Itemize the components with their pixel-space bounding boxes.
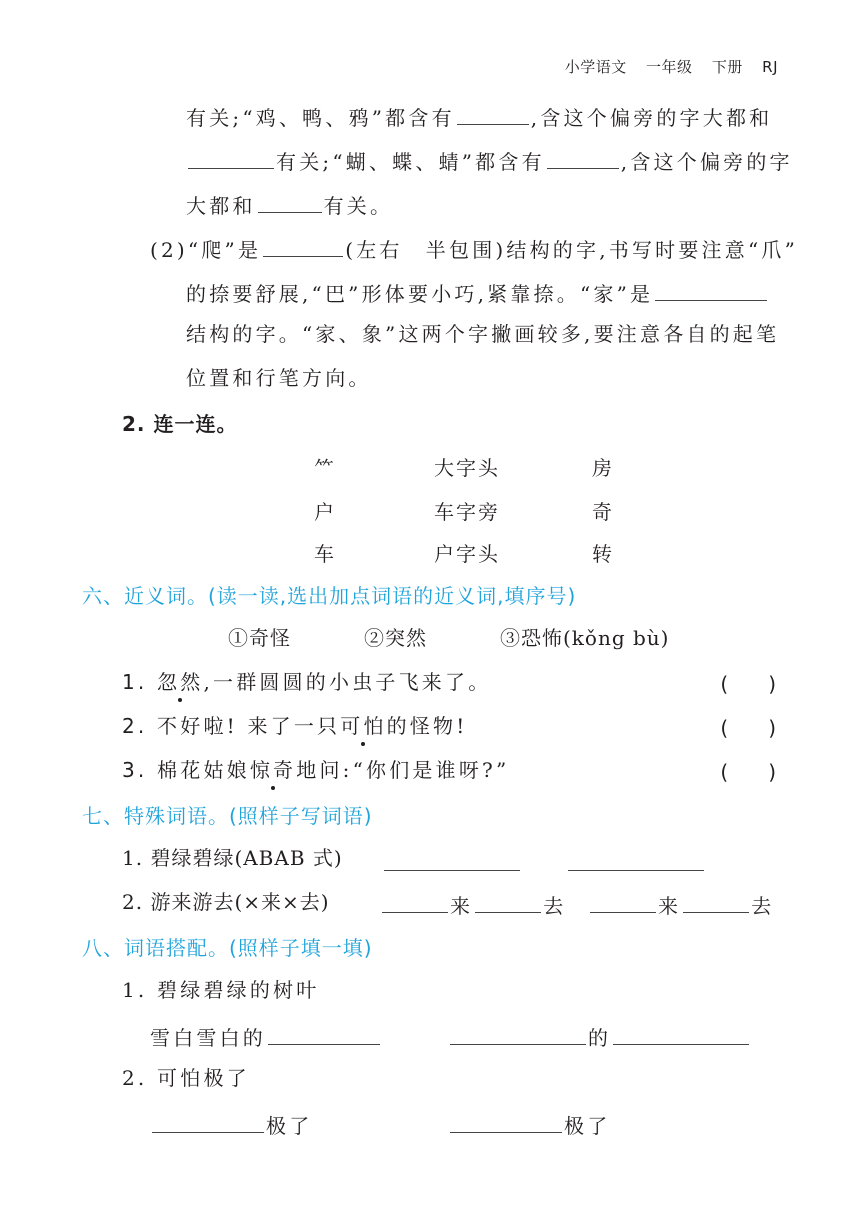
fill-blank[interactable] bbox=[382, 888, 448, 913]
match-middle-2[interactable]: 车字旁 bbox=[434, 500, 500, 524]
section-8-title: 八、词语搭配。(照样子填一填) bbox=[82, 936, 373, 960]
sec7-item-1: 1. 碧绿碧绿(ABAB 式) bbox=[122, 846, 343, 870]
sec6-item-3: 3. 棉花姑娘惊奇地问:“你们是谁呀?” bbox=[122, 758, 510, 782]
fill-blank[interactable] bbox=[263, 232, 343, 257]
fill-blank[interactable] bbox=[655, 276, 767, 301]
fill-blank[interactable] bbox=[258, 188, 322, 213]
option-3: ③恐怖(kǒng bù) bbox=[500, 626, 670, 650]
match-right-3[interactable]: 转 bbox=[592, 542, 614, 566]
sec7-answer-1: 来 去 bbox=[380, 888, 566, 920]
match-left-3[interactable]: 车 bbox=[314, 542, 336, 566]
fill-blank[interactable] bbox=[590, 888, 656, 913]
q1-part2-line-3: 结构的字。“家、象”这两个字撇画较多,要注意各自的起笔 bbox=[186, 322, 780, 346]
match-middle-3[interactable]: 户字头 bbox=[434, 542, 500, 566]
sec8-item-1: 1. 碧绿碧绿的树叶 bbox=[122, 978, 320, 1002]
page-header bbox=[551, 56, 778, 77]
sec8-example-1: 雪白雪白的 bbox=[150, 1020, 382, 1052]
fill-blank[interactable] bbox=[450, 1108, 562, 1133]
q1-part2-line-4: 位置和行笔方向。 bbox=[186, 366, 372, 390]
q2-title: 2. 连一连。 bbox=[122, 412, 238, 436]
sec8-answer-3: 极了 bbox=[448, 1108, 610, 1140]
sec7-item-2: 2. 游来游去(×来×去) bbox=[122, 890, 330, 914]
option-1: ①奇怪 bbox=[228, 626, 291, 650]
dotted-word: 惊奇 bbox=[249, 758, 297, 782]
option-2: ②突然 bbox=[364, 626, 427, 650]
sec8-answer-1: 的 bbox=[448, 1020, 751, 1052]
answer-paren-3[interactable]: ( ) bbox=[720, 760, 776, 784]
sec8-item-2: 2. 可怕极了 bbox=[122, 1066, 250, 1090]
sec7-answer-2: 来 去 bbox=[588, 888, 774, 920]
fill-blank[interactable] bbox=[683, 888, 749, 913]
section-6-title: 六、近义词。(读一读,选出加点词语的近义词,填序号) bbox=[82, 584, 577, 608]
fill-blank[interactable] bbox=[268, 1020, 380, 1045]
section-7-title: 七、特殊词语。(照样子写词语) bbox=[82, 804, 373, 828]
sec6-item-2: 2. 不好啦! 来了一只可怕的怪物! bbox=[122, 714, 468, 738]
fill-blank[interactable] bbox=[613, 1020, 749, 1045]
dotted-word: 忽然 bbox=[157, 670, 204, 694]
header-volume: 下册 bbox=[711, 58, 743, 76]
fill-blank[interactable] bbox=[475, 888, 541, 913]
fill-blank[interactable] bbox=[188, 144, 274, 169]
q1-part2-line-1: (2)“爬”是 (左右 半包围)结构的字,书写时要注意“爪” bbox=[150, 232, 798, 264]
dotted-word: 可怕 bbox=[340, 714, 387, 738]
fill-blank[interactable] bbox=[457, 100, 529, 125]
match-middle-1[interactable]: 大字头 bbox=[434, 456, 500, 480]
sec8-answer-2: 极了 bbox=[150, 1108, 312, 1140]
fill-blank[interactable] bbox=[450, 1020, 586, 1045]
match-right-2[interactable]: 奇 bbox=[592, 500, 614, 524]
sec6-item-1: 1. 忽然,一群圆圆的小虫子飞来了。 bbox=[122, 670, 492, 694]
header-edition: RJ bbox=[762, 58, 778, 76]
header-grade: 一年级 bbox=[646, 58, 693, 76]
fill-blank[interactable] bbox=[152, 1108, 264, 1133]
header-subject: 小学语文 bbox=[564, 58, 627, 76]
answer-paren-1[interactable]: ( ) bbox=[720, 672, 776, 696]
match-right-1[interactable]: 房 bbox=[592, 456, 614, 480]
q1-line-3: 大都和 有关。 bbox=[186, 188, 393, 220]
fill-blank[interactable] bbox=[547, 144, 619, 169]
fill-blank[interactable] bbox=[384, 846, 520, 871]
answer-paren-2[interactable]: ( ) bbox=[720, 716, 776, 740]
q1-line-1: 有关;“鸡、鸭、鸦”都含有 ,含这个偏旁的字大都和 bbox=[186, 100, 772, 132]
match-left-1[interactable]: ⺮ bbox=[314, 456, 336, 480]
q1-line-2: 有关;“蝴、蝶、蜻”都含有 ,含这个偏旁的字 bbox=[186, 144, 793, 176]
match-left-2[interactable]: 户 bbox=[314, 500, 336, 524]
fill-blank[interactable] bbox=[568, 846, 704, 871]
q1-part2-line-2: 的捺要舒展,“巴”形体要小巧,紧靠捺。“家”是 bbox=[186, 276, 769, 308]
